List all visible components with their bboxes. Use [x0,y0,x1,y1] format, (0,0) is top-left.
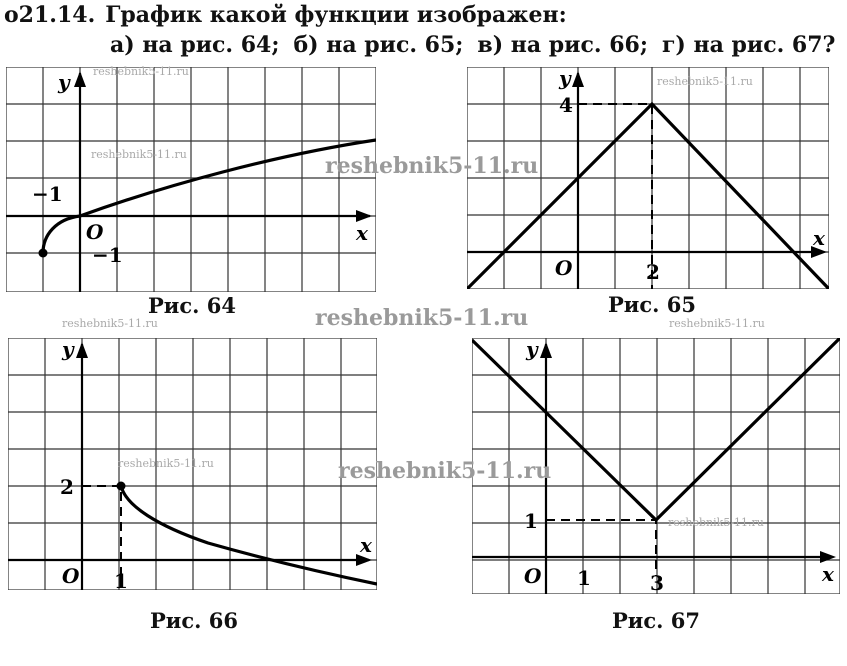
guide-lines [82,486,121,576]
tick-y-2: 2 [60,475,74,499]
y-axis-arrow [540,342,552,358]
tick-x-1: 1 [114,569,128,590]
start-point [117,482,126,491]
guide-lines [546,520,656,576]
item-c: в) на рис. 66; [477,32,648,58]
problem-items [110,32,847,58]
tick-x-1: 1 [577,566,591,590]
caption-64: Рис. 64 [148,293,236,318]
watermark: reshebnik5-11.ru [315,305,529,331]
x-axis-label: x [822,562,834,586]
function-curve [121,486,377,584]
caption-65: Рис. 65 [608,292,696,317]
x-axis-label: x [813,226,825,250]
y-axis-arrow [76,342,88,358]
y-axis-label: y [559,67,571,90]
watermark: reshebnik5-11.ru [338,458,552,484]
x-axis-label: x [360,533,372,557]
watermark: reshebnik5-11.ru [668,516,764,529]
watermark: reshebnik5-11.ru [118,457,214,470]
watermark: reshebnik5-11.ru [669,317,765,330]
watermark: reshebnik5-11.ru [93,65,189,78]
tick-x-2: 2 [646,260,660,284]
problem-question: График какой функции изображен: [105,2,567,28]
x-axis-label: x [356,221,368,245]
item-d: г) на рис. 67? [661,32,836,58]
y-axis-label: y [62,338,74,361]
tick-y-minus-1: −1 [92,243,123,267]
tick-x-3: 3 [650,571,664,594]
figure-64 [6,67,376,292]
caption-67: Рис. 67 [612,608,700,633]
tick-y-1: 1 [524,509,538,533]
y-axis-arrow [572,71,584,87]
origin-label: O [555,256,573,280]
y-axis-arrow [74,71,86,87]
start-point [39,249,48,258]
watermark: reshebnik5-11.ru [657,75,753,88]
origin-label: O [524,564,542,588]
origin-label: O [86,220,104,244]
origin-label: O [62,564,80,588]
tick-y-4: 4 [559,93,573,117]
function-graph [472,338,840,520]
problem-header [4,2,567,28]
y-axis-label: y [526,338,538,361]
caption-66: Рис. 66 [150,608,238,633]
watermark: reshebnik5-11.ru [325,153,539,179]
item-a: а) на рис. 64; [110,32,280,58]
tick-x-minus-1: −1 [32,182,63,206]
y-axis-label: y [58,70,70,94]
watermark: reshebnik5-11.ru [91,148,187,161]
problem-number: о21.14. [4,2,96,28]
item-b: б) на рис. 65; [293,32,464,58]
watermark: reshebnik5-11.ru [62,317,158,330]
